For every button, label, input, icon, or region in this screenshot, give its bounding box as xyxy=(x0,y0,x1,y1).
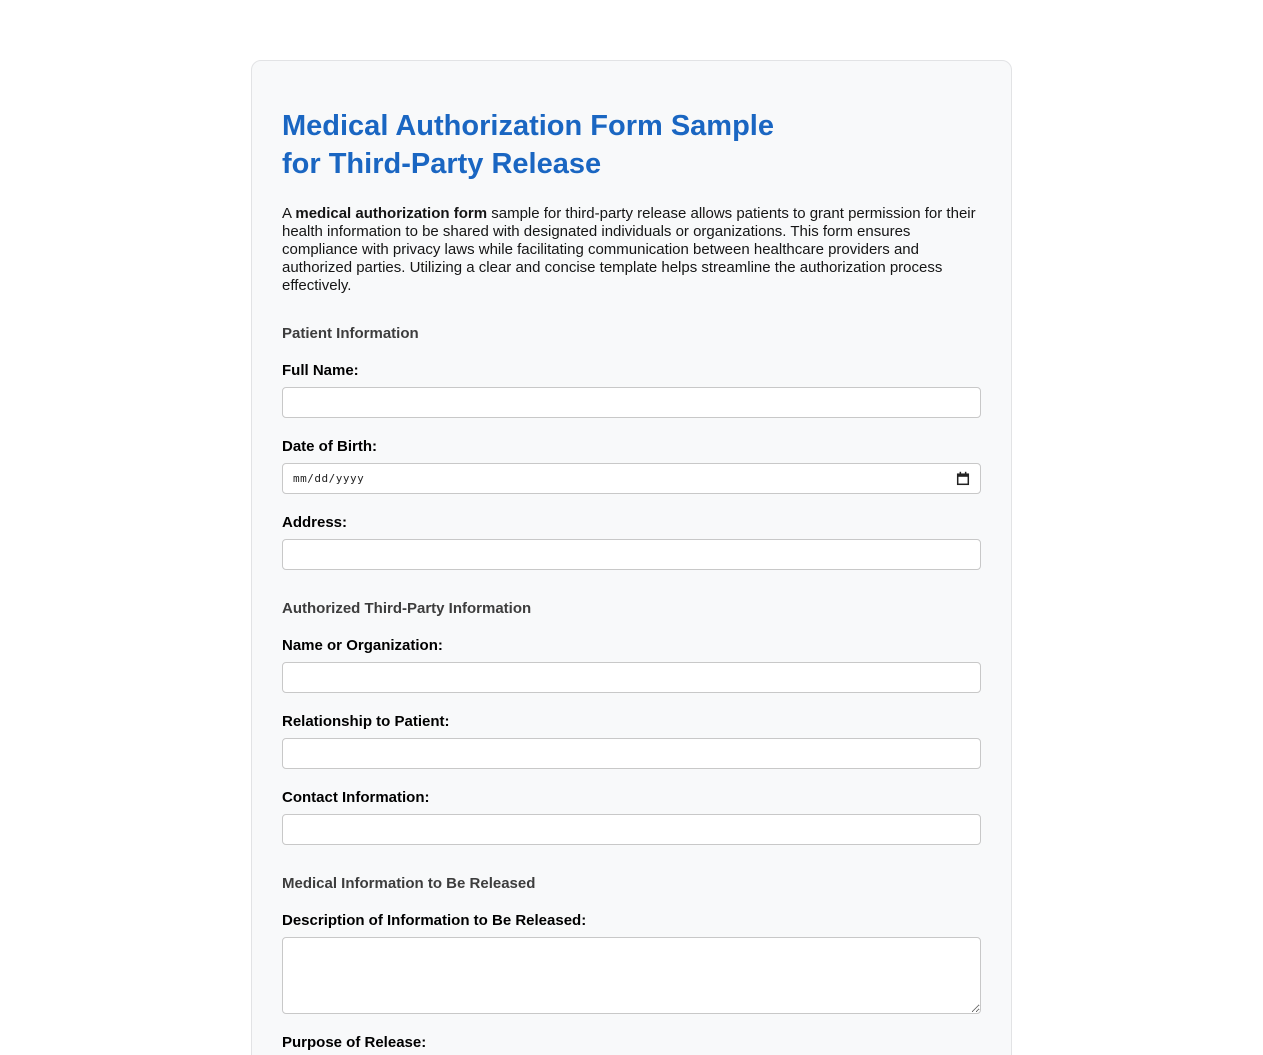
field-address xyxy=(282,514,981,570)
full-name-input[interactable] xyxy=(282,387,981,418)
field-purpose-of-release xyxy=(282,1034,981,1052)
page-title-line-2: for Third-Party Release xyxy=(282,148,602,180)
field-name-or-organization xyxy=(282,637,981,693)
intro-bold-term: medical authorization form xyxy=(295,205,488,222)
date-of-birth-label: Date of Birth: xyxy=(282,438,377,455)
page-title-line-1: Medical Authorization Form Sample xyxy=(282,110,774,142)
field-date-of-birth xyxy=(282,438,981,494)
name-or-organization-label: Name or Organization: xyxy=(282,637,443,654)
date-placeholder: mm/dd/yyyy xyxy=(293,472,365,485)
section-heading-medical-information: Medical Information to Be Released xyxy=(282,875,536,892)
section-heading-authorized-third-party: Authorized Third-Party Information xyxy=(282,600,532,617)
intro-paragraph xyxy=(282,205,981,295)
name-or-organization-input[interactable] xyxy=(282,662,981,693)
address-input[interactable] xyxy=(282,539,981,570)
intro-prefix: A xyxy=(282,205,296,222)
contact-information-label: Contact Information: xyxy=(282,789,430,806)
relationship-to-patient-label: Relationship to Patient: xyxy=(282,713,450,730)
field-contact-information xyxy=(282,789,981,845)
intro-rest: sample for third-party release allows patients to grant permission for their health information to be shared with designated individuals or organizations. This form ensures compliance with privacy laws while facilitating communication between healthcare providers and authorized parties. Utilizing a clear and concise template helps streamline the authorization process effectively. xyxy=(282,205,976,294)
date-of-birth-input[interactable] xyxy=(282,463,981,494)
field-relationship-to-patient xyxy=(282,713,981,769)
section-heading-patient-information: Patient Information xyxy=(282,325,419,342)
field-description-of-information xyxy=(282,912,981,1014)
form-card xyxy=(251,60,1012,1055)
contact-information-input[interactable] xyxy=(282,814,981,845)
field-full-name xyxy=(282,362,981,418)
description-of-information-label: Description of Information to Be Released: xyxy=(282,912,587,929)
description-of-information-textarea[interactable] xyxy=(282,937,981,1014)
relationship-to-patient-input[interactable] xyxy=(282,738,981,769)
address-label: Address: xyxy=(282,514,348,531)
calendar-icon[interactable] xyxy=(956,471,970,486)
full-name-label: Full Name: xyxy=(282,362,359,379)
page-title xyxy=(282,107,981,183)
purpose-of-release-label: Purpose of Release: xyxy=(282,1034,427,1051)
